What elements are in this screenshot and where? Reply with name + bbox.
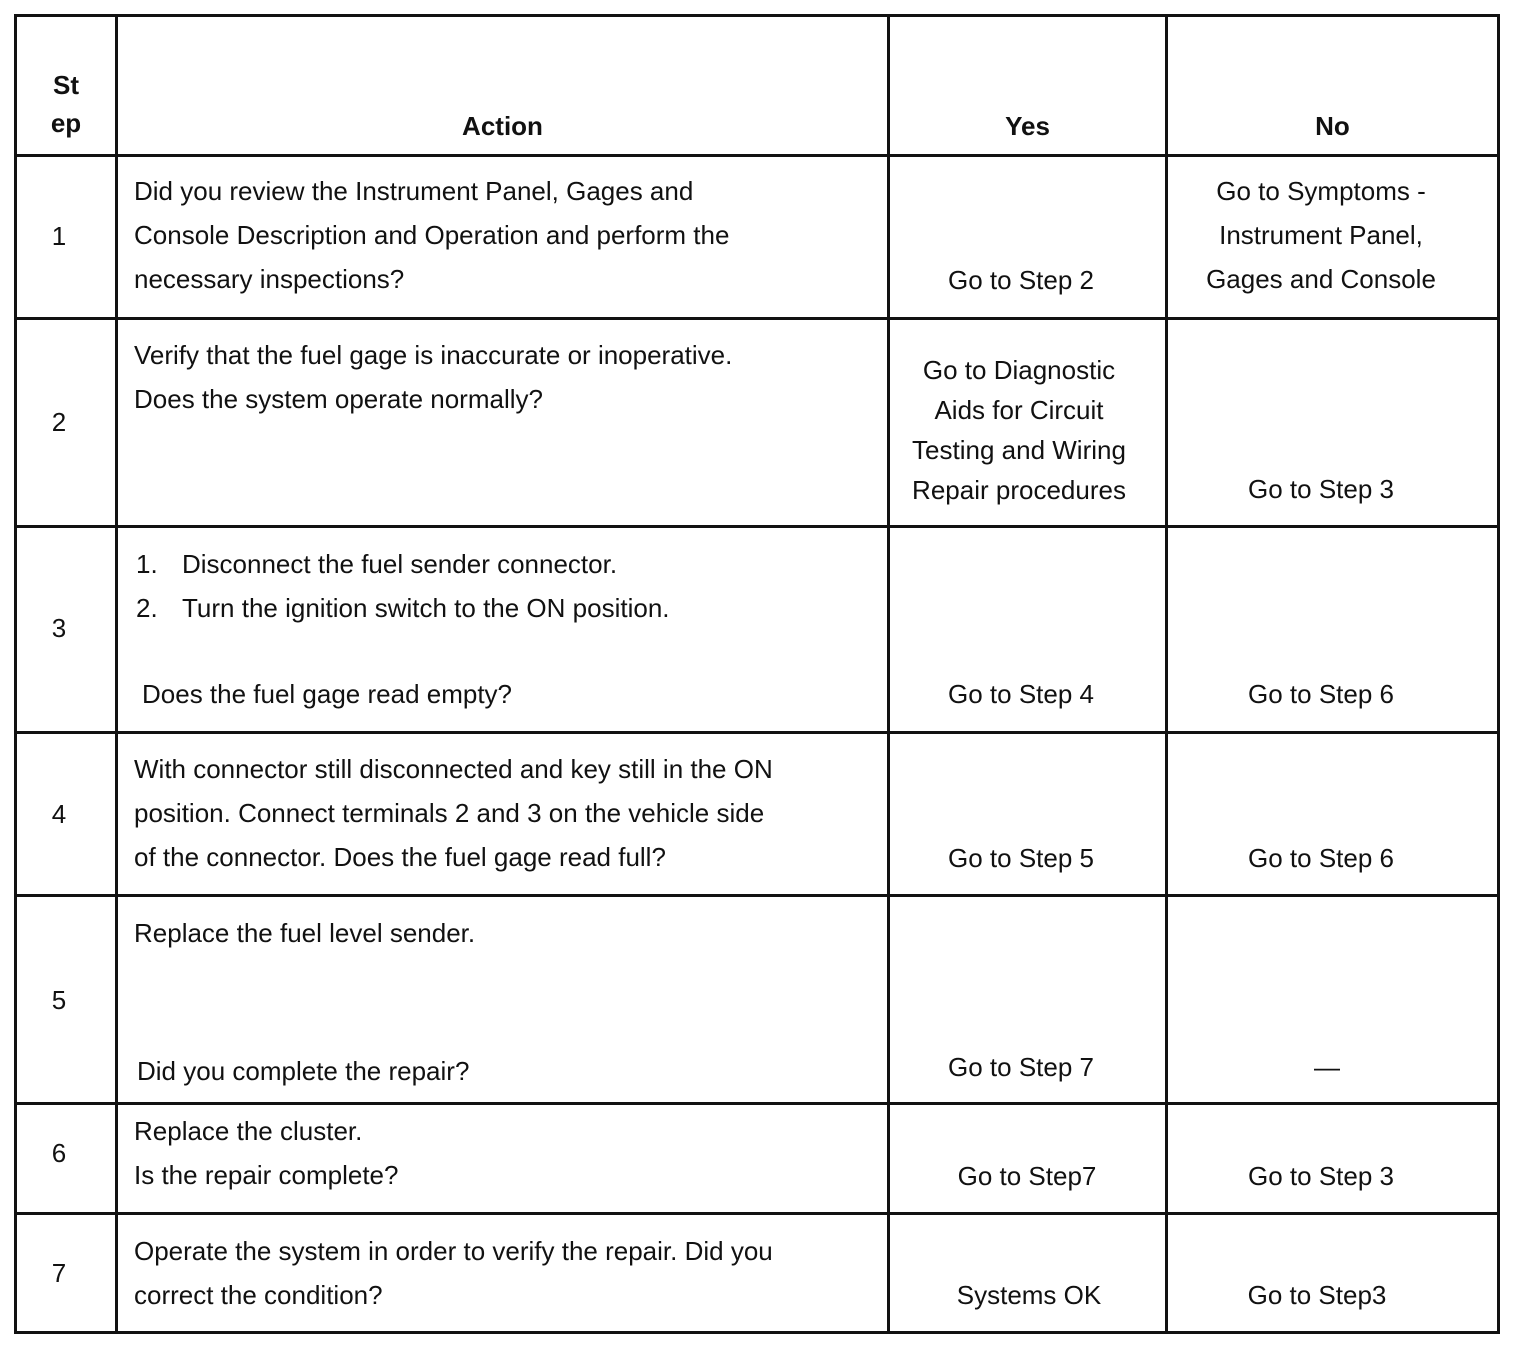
no-result: Go to Step 3 <box>1248 474 1394 504</box>
row-divider <box>14 317 1500 320</box>
action-list <box>136 542 670 630</box>
action-line: Console Description and Operation and perform the <box>134 220 730 250</box>
action-line: With connector still disconnected and key still in the ON <box>134 754 773 784</box>
table-border-top <box>14 14 1500 17</box>
no-line: Go to Symptoms - <box>1216 176 1426 206</box>
column-divider <box>115 14 118 1334</box>
yes-result <box>890 350 1148 510</box>
header-step <box>17 66 115 142</box>
header-yes: Yes <box>1005 111 1050 141</box>
step-number: 4 <box>51 799 67 829</box>
header-action: Action <box>462 111 543 141</box>
action-list-number: 2. <box>136 593 158 623</box>
yes-line: Aids for Circuit <box>934 395 1104 425</box>
step-number: 3 <box>51 613 67 643</box>
header-no: No <box>1315 111 1350 141</box>
yes-line: Go to Diagnostic <box>922 355 1116 385</box>
yes-result: Go to Step 5 <box>948 843 1094 873</box>
step-number: 1 <box>51 221 67 251</box>
yes-result: Go to Step 7 <box>948 1052 1094 1082</box>
step-number: 2 <box>51 407 67 437</box>
yes-line: Testing and Wiring <box>912 435 1126 465</box>
header-divider <box>14 154 1500 157</box>
step-number: 5 <box>51 985 67 1015</box>
row-divider <box>14 894 1500 897</box>
action-list-item <box>136 586 670 630</box>
yes-result: Go to Step 2 <box>948 265 1094 295</box>
action-line: position. Connect terminals 2 and 3 on the vehicle side <box>134 798 765 828</box>
step-number: 7 <box>51 1258 67 1288</box>
yes-result: Systems OK <box>956 1280 1102 1310</box>
header-step-line2: ep <box>50 108 82 138</box>
action-question: Did you complete the repair? <box>137 1056 470 1086</box>
yes-line: Repair procedures <box>912 475 1126 505</box>
yes-result: Go to Step 4 <box>948 679 1094 709</box>
action-line: Is the repair complete? <box>134 1160 399 1190</box>
action-list-text: Disconnect the fuel sender connector. <box>182 549 618 579</box>
yes-result: Go to Step7 <box>957 1161 1097 1191</box>
action-line: Verify that the fuel gage is inaccurate or inoperative. <box>134 340 733 370</box>
action-line: of the connector. Does the fuel gage read full? <box>134 842 666 872</box>
action-line: Did you review the Instrument Panel, Gages and <box>134 176 694 206</box>
no-result: Go to Step 6 <box>1248 843 1394 873</box>
table-border-right <box>1497 14 1500 1334</box>
action-line: necessary inspections? <box>134 264 405 294</box>
row-divider <box>14 1212 1500 1215</box>
action-text <box>134 169 729 301</box>
action-text <box>134 333 732 421</box>
step-number: 6 <box>51 1138 67 1168</box>
no-result: Go to Step 3 <box>1248 1161 1394 1191</box>
action-line: Replace the cluster. <box>134 1116 363 1146</box>
no-result: Go to Step3 <box>1247 1280 1387 1310</box>
no-result: Go to Step 6 <box>1248 679 1394 709</box>
row-divider <box>14 525 1500 528</box>
action-line: Operate the system in order to verify the repair. Did you <box>134 1236 773 1266</box>
action-line: correct the condition? <box>134 1280 383 1310</box>
action-text <box>134 747 773 879</box>
row-divider <box>14 731 1500 734</box>
header-step-line1: St <box>53 70 79 100</box>
action-question: Does the fuel gage read empty? <box>142 679 513 709</box>
no-line: Gages and Console <box>1206 264 1436 294</box>
no-result <box>1168 169 1474 301</box>
row-divider <box>14 1102 1500 1105</box>
action-list-text: Turn the ignition switch to the ON position. <box>182 593 670 623</box>
action-text <box>134 1229 773 1317</box>
action-list-number: 1. <box>136 549 158 579</box>
action-list-item <box>136 542 670 586</box>
action-text: Replace the fuel level sender. <box>134 918 476 948</box>
table-border-bottom <box>14 1331 1500 1334</box>
action-line: Does the system operate normally? <box>134 384 543 414</box>
diagnostic-table <box>14 14 1500 1334</box>
no-line: Instrument Panel, <box>1219 220 1423 250</box>
no-result: — <box>1314 1052 1340 1082</box>
action-text <box>134 1109 398 1197</box>
